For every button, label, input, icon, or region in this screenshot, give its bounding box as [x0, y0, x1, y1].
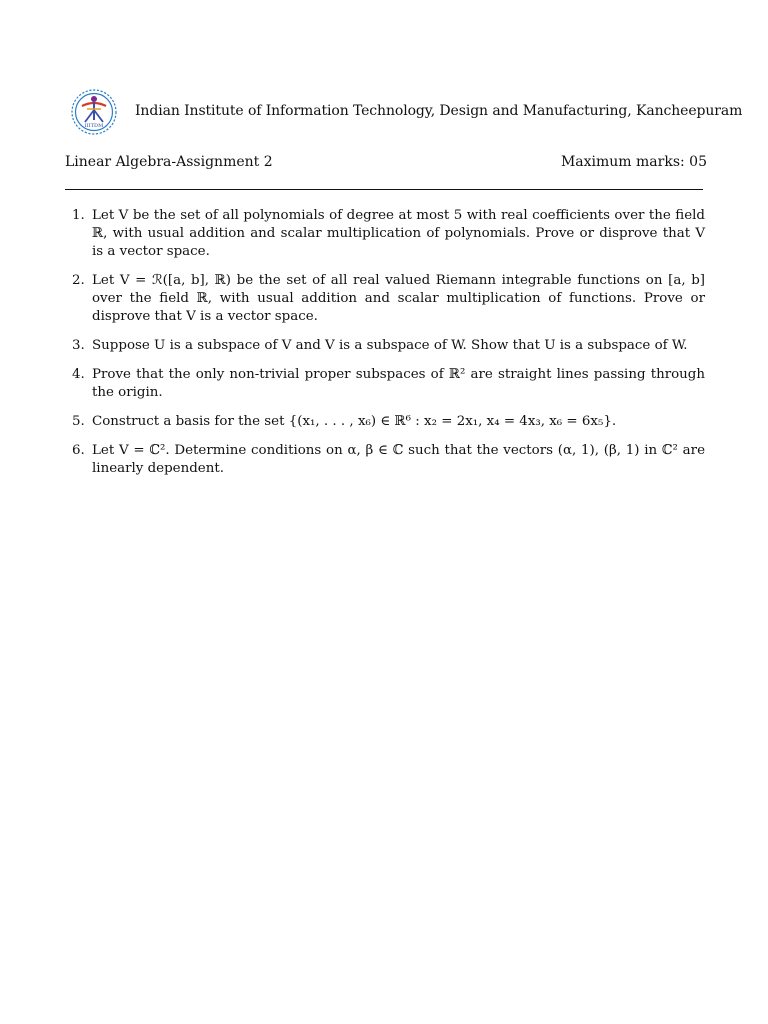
question-text: Prove that the only non-trivial proper subspaces of ℝ² are straight lines passing through the origin. — [92, 367, 705, 400]
maximum-marks: Maximum marks: 05 — [560, 154, 707, 170]
question-number: 6. — [72, 443, 85, 458]
question-text: Let V = ℛ([a, b], ℝ) be the set of all real valued Riemann integrable functions on [a, b] over the field ℝ, with usual addition and scalar multiplication of functions. Prove or disprove that V is a vector space. — [92, 273, 705, 324]
question-number: 4. — [72, 367, 85, 382]
question-3 — [65, 337, 705, 355]
question-text: Construct a basis for the set {(x₁, . . . , x₆) ∈ ℝ⁶ : x₂ = 2x₁, x₄ = 4x₃, x₆ = 6x₅}. — [92, 414, 617, 429]
question-5 — [65, 413, 705, 431]
header-divider — [65, 189, 703, 190]
question-number: 2. — [72, 273, 85, 288]
question-6 — [65, 442, 705, 478]
assignment-title: Linear Algebra-Assignment 2 — [65, 154, 273, 170]
question-4 — [65, 366, 705, 402]
institute-logo — [63, 86, 125, 138]
institute-name: Indian Institute of Information Technology, Design and Manufacturing, Kancheepuram — [135, 103, 743, 119]
question-text: Let V = ℂ². Determine conditions on α, β ∈ ℂ such that the vectors (α, 1), (β, 1) in ℂ² are linearly dependent. — [92, 443, 705, 476]
question-number: 3. — [72, 338, 85, 353]
question-number: 1. — [72, 208, 85, 223]
question-text: Let V be the set of all polynomials of degree at most 5 with real coefficients over the field ℝ, with usual addition and scalar multiplication of polynomials. Prove or disprove that V is a vector space. — [92, 208, 705, 259]
logo-text: IIITDM — [84, 123, 104, 129]
course-header — [65, 154, 707, 172]
question-list — [65, 207, 705, 489]
question-2 — [65, 272, 705, 326]
question-text: Suppose U is a subspace of V and V is a subspace of W. Show that U is a subspace of W. — [92, 338, 688, 353]
question-number: 5. — [72, 414, 85, 429]
question-1 — [65, 207, 705, 261]
